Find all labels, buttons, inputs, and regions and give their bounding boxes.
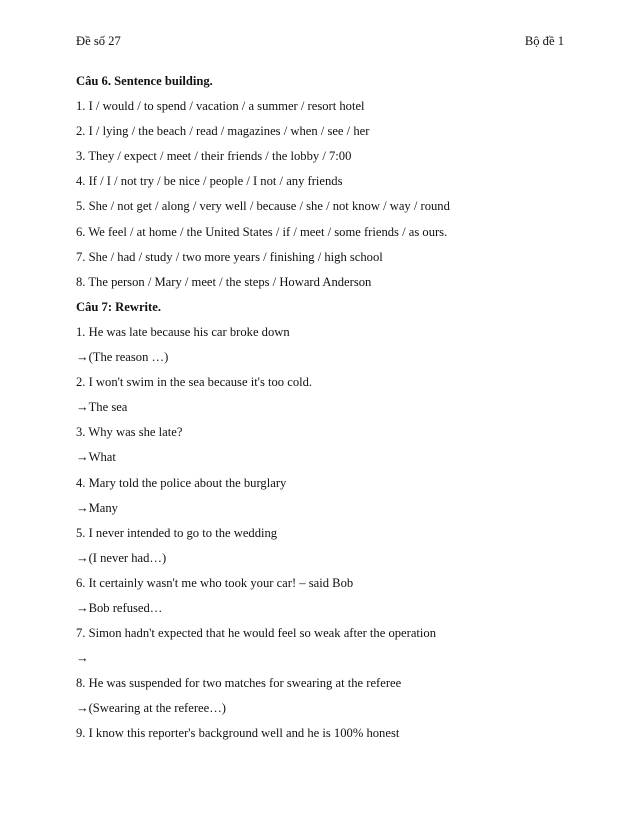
rewrite-answer: →The sea <box>76 400 128 415</box>
rewrite-item: 2. I won't swim in the sea because it's too cold. <box>76 375 313 390</box>
rewrite-item: 5. I never intended to go to the wedding <box>76 525 278 540</box>
sentence-item: 8. The person / Mary / meet / the steps / Howard Anderson <box>76 274 372 289</box>
sentence-item: 4. If / I / not try / be nice / people / I not / any friends <box>76 174 343 189</box>
rewrite-answer: →Many <box>76 500 118 515</box>
sentence-item: 3. They / expect / meet / their friends / the lobby / 7:00 <box>76 149 352 164</box>
document-body <box>76 72 576 750</box>
rewrite-answer: →What <box>76 450 116 465</box>
rewrite-answer: →Bob refused… <box>76 600 163 615</box>
rewrite-item: 6. It certainly wasn't me who took your car! – said Bob <box>76 575 354 590</box>
exam-set: Bộ đề 1 <box>524 34 564 48</box>
rewrite-answer: →(I never had…) <box>76 550 167 565</box>
rewrite-item: 9. I know this reporter's background well and he is 100% honest <box>76 726 400 741</box>
rewrite-item: 7. Simon hadn't expected that he would feel so weak after the operation <box>76 626 437 641</box>
sentence-item: 1. I / would / to spend / vacation / a summer / resort hotel <box>76 99 365 114</box>
exam-number: Đề số 27 <box>76 34 121 48</box>
sentence-item: 7. She / had / study / two more years / finishing / high school <box>76 249 383 264</box>
sentence-item: 6. We feel / at home / the United States / if / meet / some friends / as ours. <box>76 224 448 239</box>
rewrite-item: 4. Mary told the police about the burglary <box>76 475 287 490</box>
sentence-item: 2. I / lying / the beach / read / magazines / when / see / her <box>76 124 370 139</box>
sentence-item: 5. She / not get / along / very well / because / she / not know / way / round <box>76 199 450 214</box>
section-6-heading: Câu 6. Sentence building. <box>76 74 213 88</box>
rewrite-item: 3. Why was she late? <box>76 425 183 440</box>
rewrite-answer: → <box>76 651 89 666</box>
page-header <box>76 34 564 52</box>
rewrite-answer: →(Swearing at the referee…) <box>76 701 226 716</box>
rewrite-item: 1. He was late because his car broke down <box>76 324 290 339</box>
rewrite-answer: →(The reason …) <box>76 350 169 365</box>
rewrite-item: 8. He was suspended for two matches for swearing at the referee <box>76 676 402 691</box>
section-7-heading: Câu 7: Rewrite. <box>76 299 161 314</box>
